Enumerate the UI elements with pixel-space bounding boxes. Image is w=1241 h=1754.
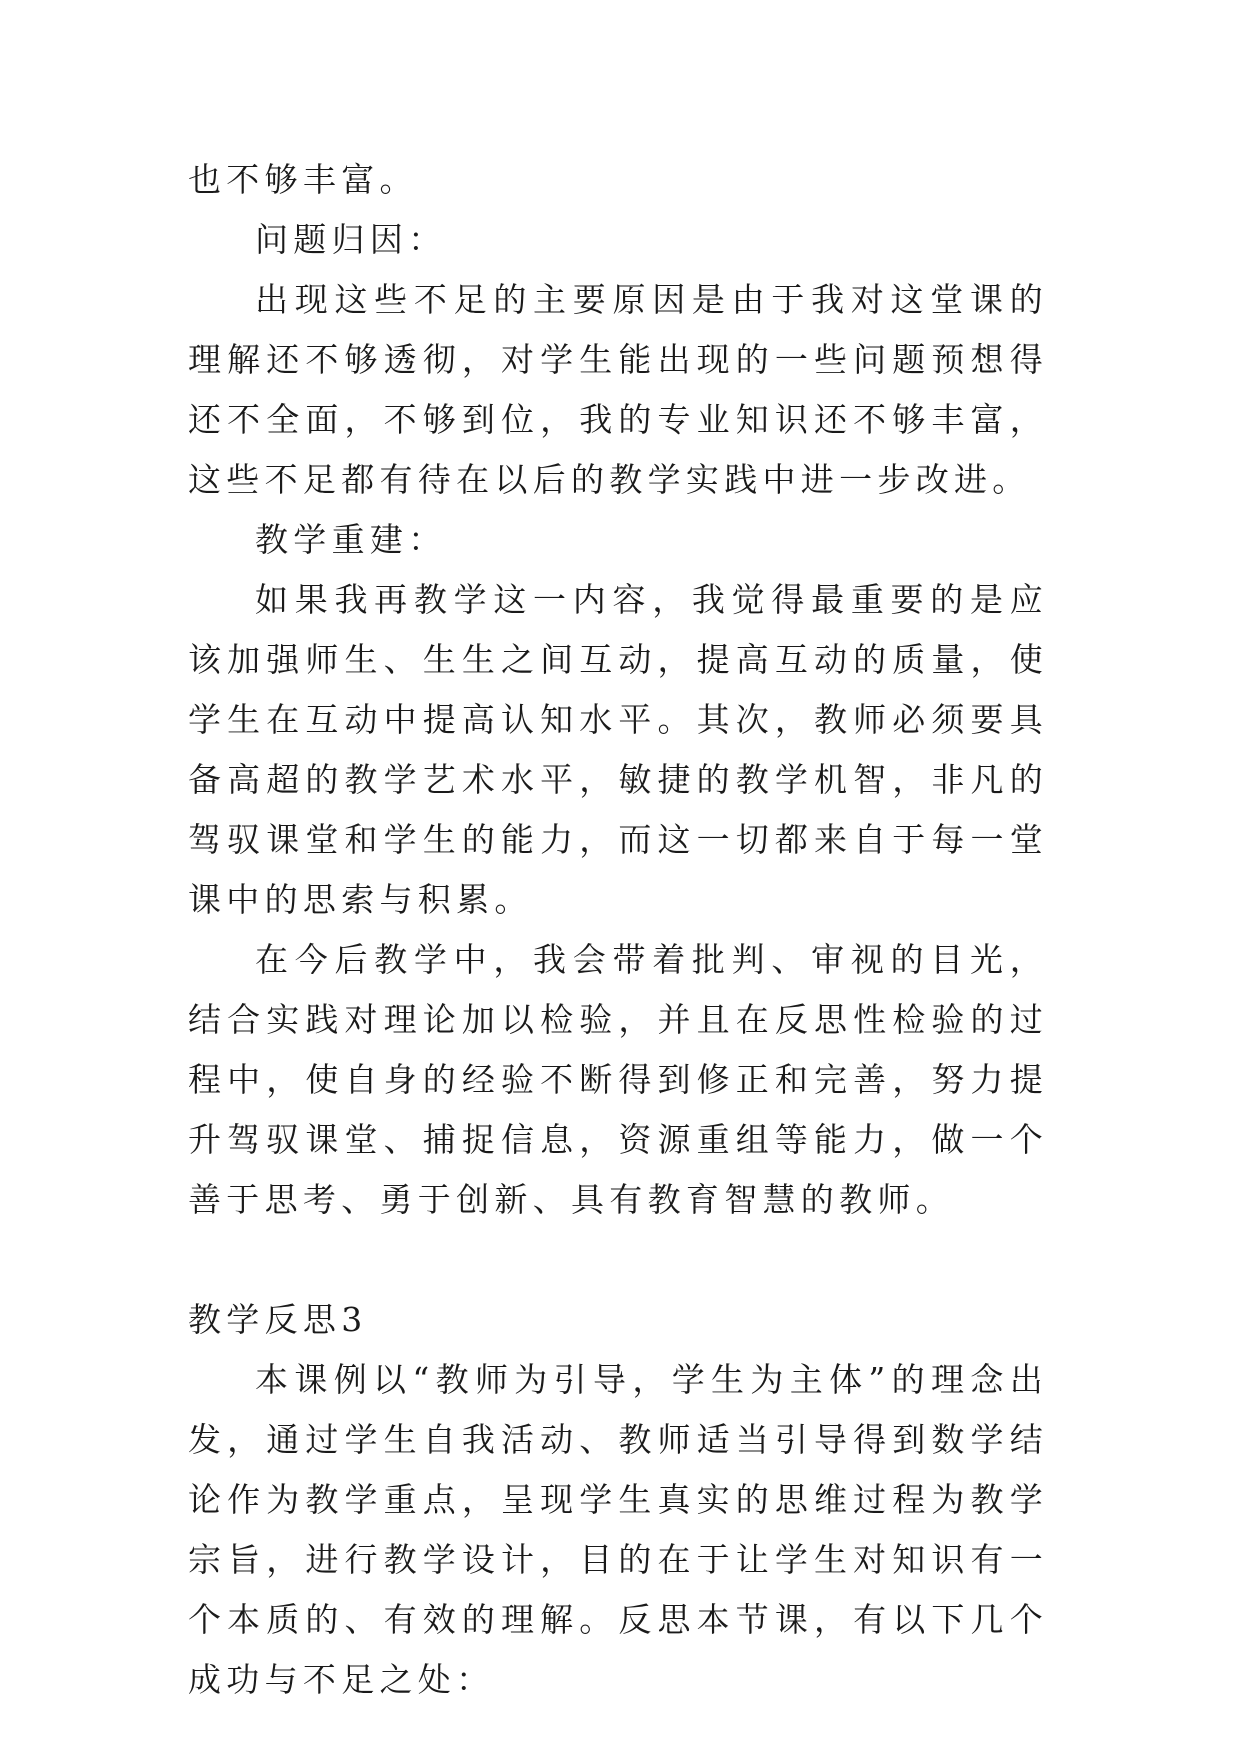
- paragraph-lesson-intro: 本课例以“教师为引导，学生为主体”的理念出发，通过学生自我活动、教师适当引导得到数学结论作为教学重点，呈现学生真实的思维过程为教学宗旨，进行教学设计，目的在于让学生对知识有一个本质的、有效的理解。反思本节课，有以下几个成功与不足之处：: [188, 1360, 1048, 1699]
- paragraph-problem-cause: 出现这些不足的主要原因是由于我对这堂课的理解还不够透彻，对学生能出现的一些问题预想得还不全面，不够到位，我的专业知识还不够丰富，这些不足都有待在以后的教学实践中进一步改进。: [188, 280, 1048, 499]
- heading-teaching-rebuild: 教学重建：: [255, 520, 447, 559]
- section-title-reflection-3: 教学反思3: [188, 1300, 368, 1339]
- paragraph-future-teaching: 在今后教学中，我会带着批判、审视的目光，结合实践对理论加以检验，并且在反思性检验的过程中，使自身的经验不断得到修正和完善，努力提升驾驭课堂、捕捉信息，资源重组等能力，做一个善于思考、勇于创新、具有教育智慧的教师。: [188, 940, 1048, 1219]
- paragraph-teaching-rebuild: 如果我再教学这一内容，我觉得最重要的是应该加强师生、生生之间互动，提高互动的质量，使学生在互动中提高认知水平。其次，教师必须要具备高超的教学艺术水平，敏捷的教学机智，非凡的驾驭课堂和学生的能力，而这一切都来自于每一堂课中的思索与积累。: [188, 580, 1048, 919]
- paragraph-continuation: 也不够丰富。: [188, 160, 418, 199]
- heading-problem-attribution: 问题归因：: [255, 220, 447, 259]
- document-body: [188, 150, 1048, 1710]
